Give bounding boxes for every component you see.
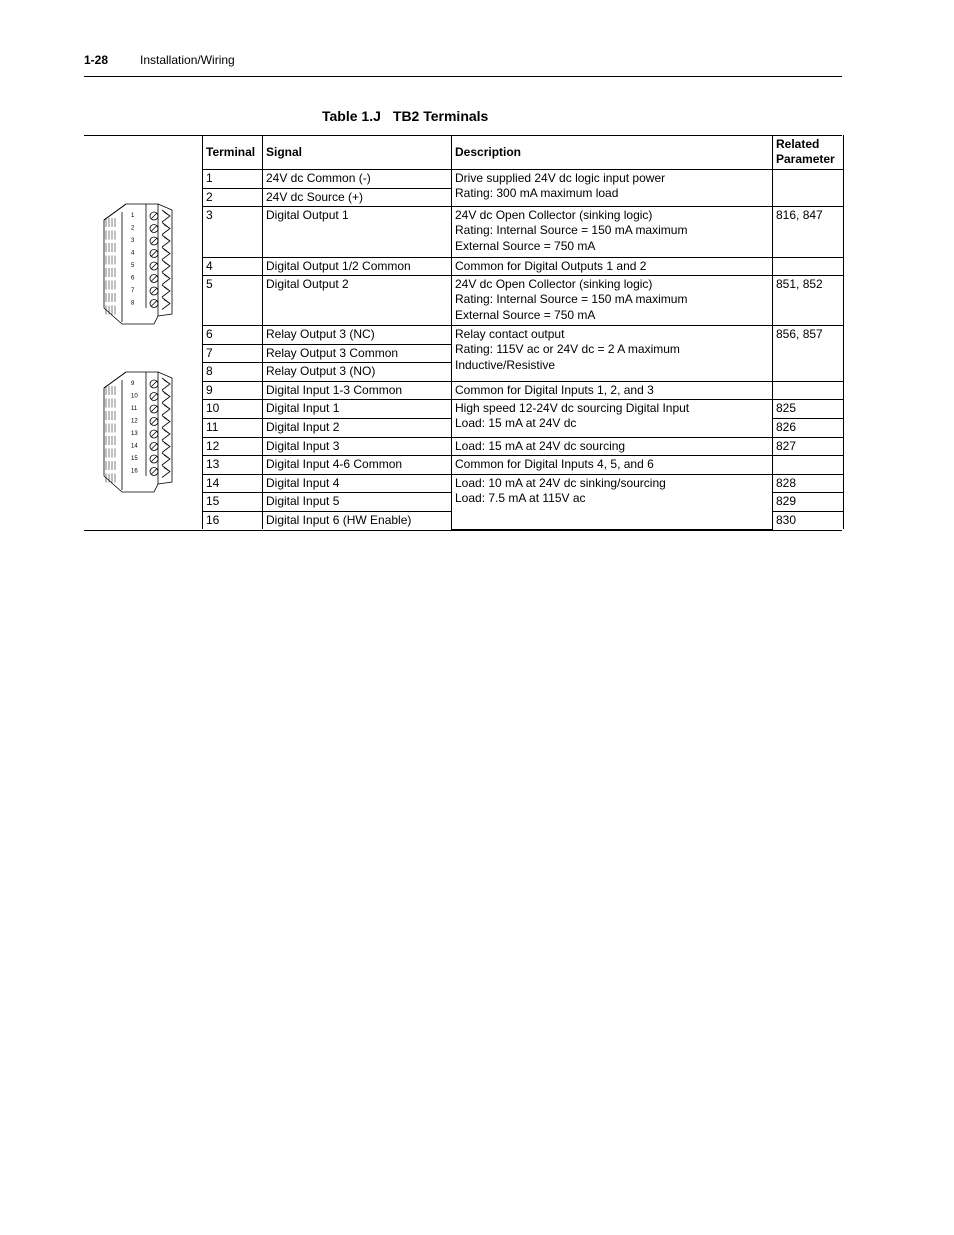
terminal-number-label: 15 <box>131 456 138 462</box>
terminal-cell: 16 <box>203 511 263 529</box>
parameter-cell: 827 <box>773 437 844 455</box>
block-edge <box>104 204 126 220</box>
wire-slot <box>106 218 115 227</box>
description-line: Drive supplied 24V dc logic input power <box>455 170 666 185</box>
description-line: 24V dc Open Collector (sinking logic) <box>455 276 653 291</box>
terminal-cell: 5 <box>203 275 263 325</box>
signal-cell: Relay Output 3 (NC) <box>263 325 452 344</box>
terminal-number-label: 10 <box>131 393 138 400</box>
terminal-cell: 4 <box>203 257 263 275</box>
terminal-number-label: 9 <box>131 381 135 387</box>
description-line: High speed 12-24V dc sourcing Digital Input <box>455 400 690 415</box>
table-title: TB2 Terminals <box>392 108 489 124</box>
description-line: Load: 15 mA at 24V dc <box>455 416 577 430</box>
wire-slot <box>106 424 115 433</box>
description-cell <box>452 399 773 437</box>
signal-cell: Digital Input 4 <box>263 474 452 492</box>
clamp-tooth <box>162 416 170 428</box>
terminal-number-label: 14 <box>131 443 138 450</box>
clamp-tooth <box>162 391 170 403</box>
column-header-terminal: Terminal <box>203 135 263 169</box>
signal-cell: 24V dc Common (-) <box>263 169 452 188</box>
description-line: Load: 15 mA at 24V dc sourcing <box>455 438 626 453</box>
wire-slot <box>106 293 115 302</box>
signal-cell: Relay Output 3 Common <box>263 344 452 362</box>
terminal-number-label: 16 <box>131 468 138 475</box>
clamp-tooth <box>162 285 170 297</box>
page-number: 1-28 <box>84 53 109 67</box>
wire-slot <box>106 243 115 252</box>
signal-cell: Digital Input 2 <box>263 418 452 437</box>
terminal-cell: 3 <box>203 206 263 257</box>
terminal-number-label: 2 <box>131 225 135 232</box>
description-line: 24V dc Open Collector (sinking logic) <box>455 207 653 222</box>
terminal-number-label: 3 <box>131 238 135 244</box>
terminal-cell: 9 <box>203 381 263 399</box>
clamp-tooth <box>162 453 170 465</box>
wire-slot <box>106 268 115 277</box>
table-row <box>203 325 844 344</box>
clamp-tooth <box>162 223 170 235</box>
table-bottom-rule <box>84 530 842 531</box>
clamp-tooth <box>162 298 170 310</box>
table-label: Table 1.J <box>322 108 381 124</box>
page-header <box>84 52 842 77</box>
signal-cell: Digital Input 5 <box>263 492 452 511</box>
terminal-block-drawing <box>84 136 202 530</box>
description-line: Load: 10 mA at 24V dc sinking/sourcing <box>455 475 666 490</box>
screw-slot <box>151 251 157 257</box>
terminal-cell: 11 <box>203 418 263 437</box>
clamp-tooth <box>162 210 170 222</box>
wire-slot <box>106 474 115 483</box>
terminal-block-lower <box>104 372 172 492</box>
terminal-cell: 15 <box>203 492 263 511</box>
clamp-tooth <box>162 248 170 260</box>
terminal-number-label: 13 <box>131 431 138 437</box>
terminal-cell: 10 <box>203 399 263 418</box>
screw-slot <box>151 381 157 387</box>
parameter-cell: 851, 852 <box>773 275 844 325</box>
terminal-cell: 2 <box>203 188 263 206</box>
screw-slot <box>151 276 157 282</box>
parameter-cell: 816, 847 <box>773 206 844 257</box>
parameter-cell: 829 <box>773 492 844 511</box>
signal-cell: Digital Input 1-3 Common <box>263 381 452 399</box>
wire-slot <box>106 399 115 408</box>
description-line: Common for Digital Inputs 4, 5, and 6 <box>455 456 654 471</box>
parameter-cell: 856, 857 <box>773 325 844 381</box>
wire-slot <box>106 386 115 395</box>
wire-slot <box>106 449 115 458</box>
signal-cell: Digital Output 1 <box>263 206 452 257</box>
clamp-tooth <box>162 260 170 272</box>
signal-cell: Digital Input 6 (HW Enable) <box>263 511 452 529</box>
clamp-tooth <box>162 428 170 440</box>
description-cell <box>452 275 773 325</box>
clamp-tooth <box>162 273 170 285</box>
table-row <box>203 399 844 418</box>
description-cell <box>452 381 773 399</box>
wire-slot <box>106 281 115 290</box>
signal-cell: Relay Output 3 (NO) <box>263 362 452 381</box>
column-header-signal: Signal <box>263 135 452 169</box>
table-row <box>203 381 844 399</box>
terminal-block-upper <box>104 204 172 324</box>
signal-cell: 24V dc Source (+) <box>263 188 452 206</box>
description-cell <box>452 325 773 381</box>
clamp-tooth <box>162 441 170 453</box>
wire-slot <box>106 306 115 315</box>
screw-slot <box>151 301 157 307</box>
description-line: Rating: Internal Source = 150 mA maximum <box>455 223 688 237</box>
terminal-number-label: 4 <box>131 250 135 257</box>
table-row <box>203 257 844 275</box>
terminal-cell: 6 <box>203 325 263 344</box>
terminal-number-label: 11 <box>131 406 138 412</box>
tb2-terminals-table <box>202 135 844 530</box>
terminal-block-figure <box>84 136 202 530</box>
table-caption <box>322 108 488 124</box>
parameter-cell: 826 <box>773 418 844 437</box>
parameter-cell <box>773 455 844 474</box>
screw-slot <box>151 406 157 412</box>
clamp-edge <box>158 204 172 316</box>
screw-slot <box>151 238 157 244</box>
description-cell <box>452 169 773 206</box>
screw-slot <box>151 431 157 437</box>
description-line: Relay contact output <box>455 326 565 341</box>
signal-cell: Digital Input 1 <box>263 399 452 418</box>
table-row <box>203 455 844 474</box>
terminal-cell: 7 <box>203 344 263 362</box>
clamp-tooth <box>162 403 170 415</box>
screw-slot <box>151 213 157 219</box>
description-line: Rating: 300 mA maximum load <box>455 186 619 200</box>
column-header-related-parameter: Related Parameter <box>773 135 844 169</box>
description-line: External Source = 750 mA <box>455 238 596 253</box>
terminal-cell: 1 <box>203 169 263 188</box>
description-line: Common for Digital Inputs 1, 2, and 3 <box>455 382 654 397</box>
screw-slot <box>151 456 157 462</box>
table-row <box>203 437 844 455</box>
signal-cell: Digital Input 3 <box>263 437 452 455</box>
description-line: Load: 7.5 mA at 115V ac <box>455 491 586 505</box>
wire-slot <box>106 461 115 470</box>
table-row <box>203 474 844 492</box>
screw-slot <box>151 444 157 450</box>
description-line: External Source = 750 mA <box>455 307 596 322</box>
description-cell <box>452 257 773 275</box>
table-row <box>203 206 844 257</box>
description-cell <box>452 206 773 257</box>
clamp-tooth <box>162 466 170 478</box>
parameter-cell <box>773 257 844 275</box>
clamp-edge <box>158 372 172 484</box>
parameter-cell <box>773 381 844 399</box>
table-header-row <box>203 135 844 169</box>
table-row <box>203 275 844 325</box>
screw-slot <box>151 394 157 400</box>
screw-slot <box>151 469 157 475</box>
terminal-number-label: 1 <box>131 213 135 219</box>
wire-slot <box>106 256 115 265</box>
description-line: Common for Digital Outputs 1 and 2 <box>455 258 647 273</box>
terminal-number-label: 12 <box>131 418 138 425</box>
description-cell <box>452 437 773 455</box>
signal-cell: Digital Input 4-6 Common <box>263 455 452 474</box>
wire-slot <box>106 231 115 240</box>
parameter-cell: 830 <box>773 511 844 529</box>
description-line: Rating: 115V ac or 24V dc = 2 A maximum Inductive/Resistive <box>455 342 680 372</box>
wire-slot <box>106 436 115 445</box>
column-header-description: Description <box>452 135 773 169</box>
wire-slot <box>106 411 115 420</box>
table-row <box>203 169 844 188</box>
parameter-cell: 828 <box>773 474 844 492</box>
signal-cell: Digital Output 1/2 Common <box>263 257 452 275</box>
description-line: Rating: Internal Source = 150 mA maximum <box>455 292 688 306</box>
terminal-cell: 13 <box>203 455 263 474</box>
terminal-number-label: 7 <box>131 288 135 294</box>
terminal-cell: 12 <box>203 437 263 455</box>
terminal-cell: 8 <box>203 362 263 381</box>
section-title: Installation/Wiring <box>140 53 235 67</box>
clamp-tooth <box>162 378 170 390</box>
terminal-number-label: 6 <box>131 275 135 282</box>
block-edge <box>104 372 126 388</box>
parameter-cell: 825 <box>773 399 844 418</box>
clamp-tooth <box>162 235 170 247</box>
screw-slot <box>151 419 157 425</box>
terminal-number-label: 8 <box>131 300 135 307</box>
description-cell <box>452 455 773 474</box>
terminal-number-label: 5 <box>131 263 135 269</box>
description-cell <box>452 474 773 529</box>
screw-slot <box>151 288 157 294</box>
parameter-cell <box>773 169 844 206</box>
signal-cell: Digital Output 2 <box>263 275 452 325</box>
screw-slot <box>151 263 157 269</box>
screw-slot <box>151 226 157 232</box>
terminal-cell: 14 <box>203 474 263 492</box>
